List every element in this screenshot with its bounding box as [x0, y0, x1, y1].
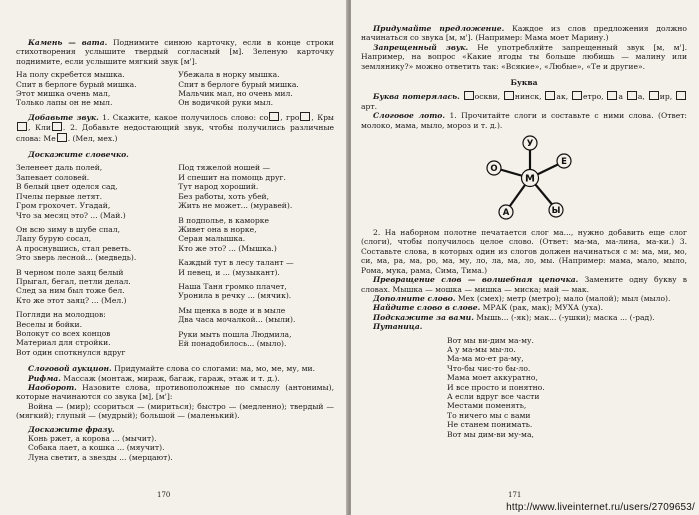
- section-title: Буква: [510, 78, 538, 88]
- word-fragment: нинск,: [514, 92, 542, 102]
- exercise-text: Массаж (монтаж, мираж, багаж, гараж, этаж и т. д.).: [63, 373, 280, 383]
- riddle-line: В черном поле заяц белый: [16, 267, 124, 277]
- poem-pair: [16, 70, 334, 108]
- riddle-line: А проснувшись, стал реветь.: [16, 243, 132, 253]
- riddle-line: Он всю зиму в шубе спал,: [16, 224, 121, 234]
- exercise-forbidden-sound: [361, 43, 687, 71]
- riddle-line: Без работы, хоть убей,: [178, 191, 270, 201]
- exercise-title: Путаница.: [373, 322, 423, 332]
- page-number-right: 171: [508, 491, 522, 499]
- riddle-line: Пчелы первые летят.: [16, 191, 102, 201]
- riddle-line: Уронила в речку ... (мячик).: [178, 291, 292, 301]
- word-fragment: а: [618, 92, 623, 102]
- riddle-line: Веселы и бойки.: [16, 319, 83, 329]
- riddle-line: Вот один споткнулся вдруг: [16, 347, 126, 357]
- exercise-title: Придумайте предложение.: [373, 24, 505, 33]
- lotto-letter: Ы: [551, 206, 561, 217]
- riddle-line: Под тяжелой ношей —: [178, 163, 271, 173]
- riddle-line: Гром грохочет. Угадай,: [16, 201, 111, 211]
- exercise-text: , Кры: [311, 112, 334, 122]
- exercise-text: Придумайте слова со слогами: ма, мо, ме, му, ми.: [114, 364, 315, 374]
- riddle-line: Лапу бурую сосал,: [16, 234, 92, 244]
- poem-line: Только лапы он не мыл.: [16, 98, 113, 108]
- word-fragment: арт.: [361, 101, 378, 111]
- riddle-line: Погляди на молодцов:: [16, 310, 106, 320]
- blank-box: [627, 91, 637, 100]
- exercise-word-chain: [361, 275, 687, 294]
- exercise-make-sentence: [361, 24, 687, 43]
- exercise-text: 1. Скажите, какое получилось слово: со: [102, 112, 269, 122]
- section-riddles-title: [16, 150, 334, 159]
- watermark-url: http://www.liveinternet.ru/users/2709653/: [506, 502, 695, 513]
- exercise-text: МРАК (рак, мак); МУХА (уха).: [482, 303, 604, 313]
- poem-line: Местами поменять,: [447, 401, 527, 411]
- exercise-syllable-lotto-2: 2. На наборном полотне печатается слог ма..., нужно добавить еще слог (слоги), чтобы получилось целое слово. (Ответ: ма-ма, ма-лина, ма-ки.) 3. Составьте слова, в которых один из слогов должен начинаться с м: ма, ми, мо, си, ма, ра, ма, ро, ма, му, ло, ла, ма, ло, мы. (Например: мама, мало, мыло, Рома, мука, рама, Сима, Тима.): [361, 228, 687, 275]
- exercise-title: Дополните слово.: [373, 293, 456, 303]
- lotto-letter: О: [490, 164, 498, 175]
- syllable-lotto-diagram: [361, 134, 687, 222]
- poem-line: Что-бы чис-то бы-ло.: [447, 363, 531, 373]
- exercise-text: Замените одну букву в словах. Мышка — мошка — мишка — миска; май — мак.: [361, 275, 687, 294]
- blank-box: [607, 91, 617, 100]
- left-page: [0, 0, 348, 515]
- left-page-content: [16, 38, 334, 462]
- lotto-letter: Е: [561, 157, 567, 168]
- phrase-line: Собака лает, а кошка ... (мяучит).: [28, 443, 165, 453]
- exercise-finish-phrase: [16, 425, 334, 434]
- poem-line: Этот мишка очень мал,: [16, 89, 111, 99]
- poem-line: Вот мы дим-ви му-ма,: [447, 429, 534, 439]
- exercise-title: Доскажите словечко.: [28, 150, 129, 160]
- exercise-text: Каждое из слов предложения должно начинаться со звука [м, м']. (Например: Мама моет Марину.): [361, 24, 687, 43]
- exercise-stone-cotton: [16, 38, 334, 66]
- riddles-left: [16, 163, 172, 357]
- exercise-title: Добавьте звук.: [28, 112, 99, 122]
- exercise-title: Камень — вата.: [28, 38, 108, 47]
- phrase-line: Конь ржет, а корова ... (мычит).: [28, 434, 157, 444]
- exercise-text: Не употребляйте запрещенный звук [м, м']. Например, на вопрос «Какие ягоды ты больше любишь — малину или землянику?» можно ответить так: «Всякие», «Любые», «Те и другие».: [361, 42, 687, 71]
- riddles-right: [178, 163, 334, 357]
- exercise-title: Запрещенный звук.: [373, 42, 469, 52]
- exercise-text: Назовите слова, противоположные по смыслу (антонимы), которые начинаются со звука [м], [м']:: [16, 383, 335, 402]
- poem-right: [178, 70, 334, 108]
- blank-box: [504, 91, 514, 100]
- poem-line: Спит в берлоге бурый мишка.: [178, 79, 299, 89]
- riddle-line: И певец, и ... (музыкант).: [178, 267, 280, 277]
- lotto-letter: А: [502, 208, 510, 219]
- phrase-line: Луна светит, а звезды ... (мерцают).: [28, 452, 173, 462]
- exercise-title: Буква потерялась.: [373, 92, 460, 102]
- riddles: [16, 163, 334, 357]
- poem-line: Мама моет аккуратно,: [447, 373, 538, 383]
- riddle-line: В подполье, в каморке: [178, 215, 269, 225]
- exercise-opposite-answers: Война — (мир); ссориться — (мириться); быстро — (медленно); твердый — (мягкий); глупый — (мудрый); большой — (маленький).: [16, 401, 334, 421]
- riddle-line: Волокут со всех концов: [16, 328, 111, 338]
- riddle-line: Живет она в норке,: [178, 224, 257, 234]
- riddle-line: Кто же этот заяц? ... (Мел.): [16, 295, 127, 305]
- blank-box: [57, 133, 67, 142]
- riddle-line: Мы щенка в воде и в мыле: [178, 305, 286, 315]
- exercise-title: Подскажите за вами.: [373, 312, 474, 322]
- riddle-line: Руки мыть пошла Людмила,: [178, 329, 292, 339]
- blank-box: [572, 91, 582, 100]
- right-page-content: [361, 24, 687, 439]
- riddle-line: И спешит на помощь друг.: [178, 172, 286, 182]
- blank-box: [649, 91, 659, 100]
- poem-line: На полу скребется мышка.: [16, 70, 125, 80]
- phrases-list: [28, 434, 334, 462]
- word-fragment: ак,: [556, 92, 569, 102]
- riddle-line: След за ним был тоже бел.: [16, 286, 125, 296]
- riddle-line: Жить не может... (муравей).: [178, 201, 293, 211]
- riddle-line: В белый цвет оделся сад,: [16, 182, 118, 192]
- exercise-text: , гро: [280, 112, 300, 122]
- exercise-text: Мышь... (-як); мак... (-ушки); маска ... (-рад).: [476, 312, 655, 322]
- poem-line: И все просто и понятно.: [447, 382, 545, 392]
- exercise-text: 1. Прочитайте слоги и составьте с ними слова. (Ответ: молоко, мама, мыло, мороз и т. д.).: [361, 111, 687, 130]
- word-fragment: ир,: [659, 92, 673, 102]
- exercise-complete-word: [361, 294, 687, 303]
- riddle-line: Зеленеет даль полей,: [16, 163, 103, 173]
- confusion-poem: [447, 336, 687, 439]
- riddle-line: Серая малышка.: [178, 234, 246, 244]
- poem-line: Он водичкой руки мыл.: [178, 98, 274, 108]
- poem-line: А если вдруг все части: [447, 391, 540, 401]
- blank-box: [545, 91, 555, 100]
- lotto-center-letter: М: [525, 173, 535, 185]
- riddle-line: Прыгал, бегал, петли делал.: [16, 276, 131, 286]
- poem-line: Ма-ма мо-ет ра-му,: [447, 354, 524, 364]
- exercise-add-sound: [16, 112, 334, 143]
- riddle-line: Два часа мочалкой... (мыли).: [178, 315, 296, 325]
- exercise-text: , Кли: [28, 123, 51, 133]
- lotto-star: [485, 134, 575, 222]
- exercise-text: . 2. Добавьте недостающий звук, чтобы получились различные слова: Ме: [16, 123, 335, 143]
- exercise-word-in-word: [361, 303, 687, 312]
- poem-left: [16, 70, 172, 108]
- exercise-syllable-auction: [16, 364, 334, 373]
- poem-line: Мальчик мал, но очень мил.: [178, 89, 293, 99]
- riddle-line: Каждый тут в лесу талант —: [178, 258, 294, 268]
- blank-box: [676, 91, 686, 100]
- exercise-title: Слоговое лото.: [373, 111, 445, 121]
- exercise-title: Превращение слов — волшебная цепочка.: [373, 275, 579, 285]
- right-page: [351, 0, 699, 515]
- word-fragment: а,: [637, 92, 645, 102]
- riddle-line: Наша Таня громко плачет,: [178, 281, 287, 291]
- exercise-title: Слоговой аукцион.: [28, 364, 112, 374]
- blank-box: [269, 112, 279, 121]
- poem-line: Не станем понимать.: [447, 420, 533, 430]
- exercise-title: Наоборот.: [28, 383, 77, 392]
- poem-line: То ничего мы с вами: [447, 410, 531, 420]
- exercise-lost-letter: [361, 91, 687, 111]
- riddle-line: Это зверь лесной... (медведь).: [16, 253, 137, 263]
- page-number-left: 170: [157, 491, 171, 499]
- exercise-title: Рифма.: [28, 373, 61, 383]
- blank-box: [300, 112, 310, 121]
- exercise-confusion: [361, 322, 687, 331]
- exercise-title: Доскажите фразу.: [28, 424, 115, 434]
- exercise-title: Найдите слово в слове.: [373, 303, 481, 313]
- exercise-prompt-after: [361, 313, 687, 322]
- exercise-syllable-lotto: [361, 111, 687, 130]
- poem-line: Убежала в норку мышка.: [178, 70, 280, 80]
- exercise-opposite: [16, 383, 334, 402]
- poem-line: Спит в берлоге бурый мишка.: [16, 79, 137, 89]
- word-fragment: етро,: [583, 92, 604, 102]
- blank-box: [464, 91, 474, 100]
- exercise-text: Поднимите синюю карточку, если в конце строки стихотворения услышите твердый согласный [м]. Зеленую карточку поднимите, если услышите мягкий звук [м'].: [16, 38, 334, 66]
- poem-line: А у ма-мы мы-ло.: [447, 344, 516, 354]
- riddle-line: Что за месяц это? ... (Май.): [16, 210, 126, 220]
- poem-line: Вот мы ви-дим ма-му.: [447, 335, 534, 345]
- exercise-text: Мех (смех); метр (метро); мало (малой); мыл (мыло).: [457, 293, 671, 303]
- riddle-line: Кто же это? ... (Мышка.): [178, 243, 277, 253]
- exercise-text: . (Мел, мех.): [67, 133, 118, 143]
- blank-box: [17, 122, 27, 131]
- blank-box: [52, 122, 62, 131]
- riddle-line: Ей понадобилось... (мыло).: [178, 338, 287, 348]
- riddle-line: Запевает соловей.: [16, 172, 90, 182]
- riddle-line: Тут народ хороший.: [178, 182, 259, 192]
- exercise-rhyme: [16, 374, 334, 383]
- word-fragment: оскви,: [474, 92, 500, 102]
- lotto-letter: У: [526, 139, 534, 150]
- riddle-line: Материал для стройки.: [16, 338, 111, 348]
